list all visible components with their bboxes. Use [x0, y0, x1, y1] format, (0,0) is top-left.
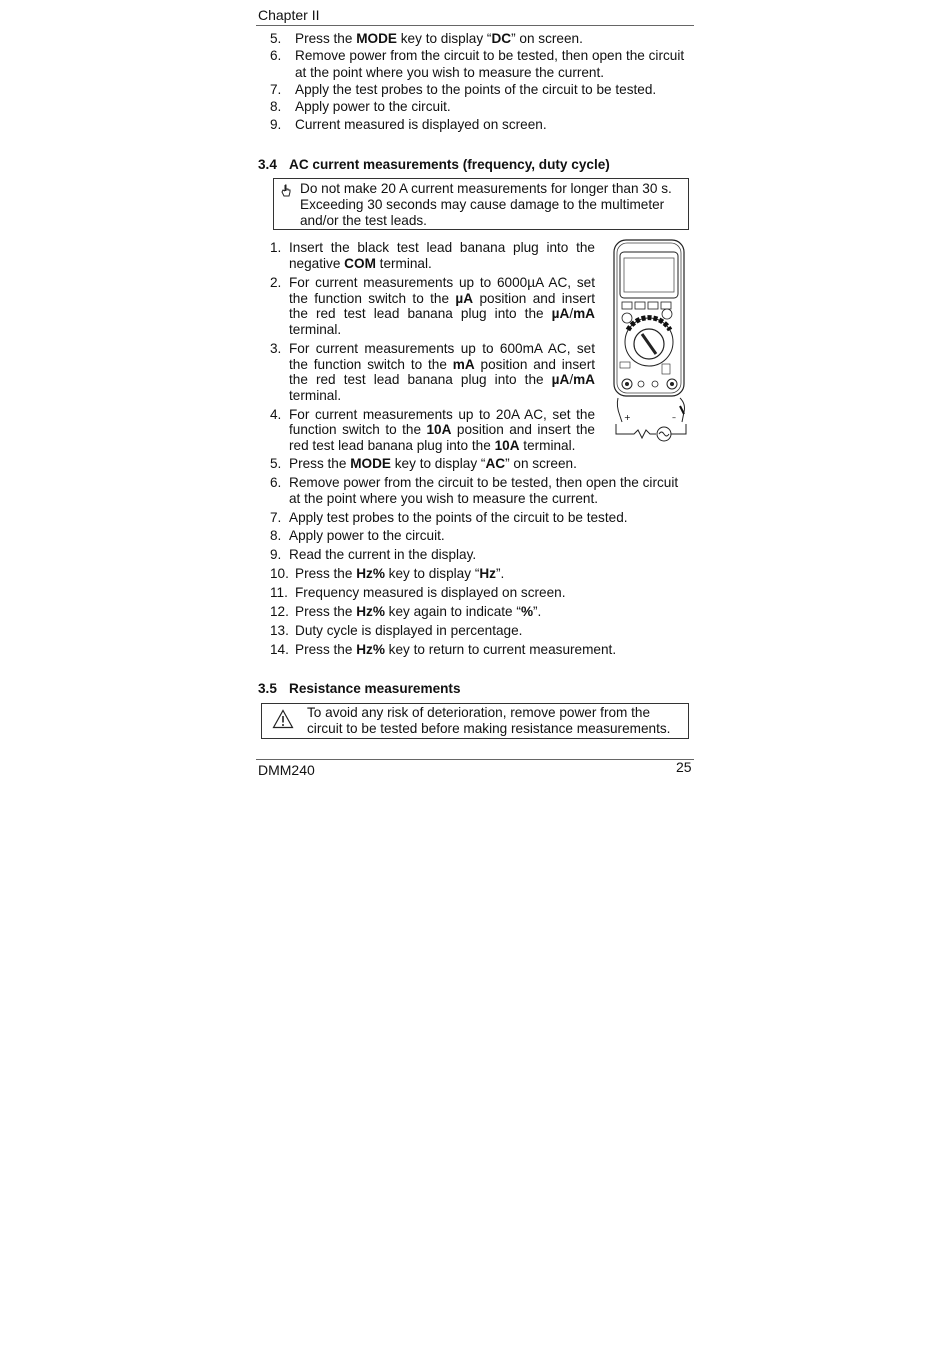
bold-term: mA — [573, 306, 595, 321]
step-number: 13. — [270, 623, 289, 638]
step-number: 8. — [270, 99, 282, 115]
step-text — [289, 547, 476, 563]
text-run: key to display “ — [384, 566, 480, 581]
text-run: Frequency measured is displayed on screen. — [295, 585, 566, 600]
step-text — [295, 31, 583, 47]
step-text — [295, 99, 451, 115]
step-number: 7. — [270, 82, 282, 98]
step-text — [289, 275, 595, 291]
footer-model: DMM240 — [258, 762, 315, 778]
bold-term: mA — [573, 372, 595, 387]
bold-term: Hz — [479, 566, 496, 581]
bold-term: MODE — [356, 31, 397, 46]
step-text — [289, 291, 595, 307]
step-text — [289, 372, 595, 388]
text-run: Press the — [295, 31, 357, 46]
bold-term: µA — [455, 291, 474, 306]
text-run: Apply power to the circuit. — [295, 99, 451, 115]
text-run: the function switch to the — [289, 357, 453, 372]
step-number: 1. — [270, 240, 282, 255]
text-run: ” on screen. — [505, 456, 577, 471]
step-text — [295, 585, 566, 601]
bold-term: µA — [551, 372, 570, 387]
step-text — [289, 491, 598, 507]
text-run: key to display “ — [390, 456, 486, 471]
section-3-4-number: 3.4 — [258, 157, 277, 172]
text-run: Press the — [295, 566, 357, 581]
bold-term: 10A — [494, 438, 520, 453]
text-run: position and insert — [473, 291, 595, 306]
text-run: ”. — [533, 604, 542, 619]
svg-text:–: – — [672, 413, 676, 422]
step-text — [289, 438, 575, 454]
step-text — [289, 240, 595, 256]
text-run: the function switch to the — [289, 291, 456, 306]
step-text — [295, 82, 656, 98]
step-text — [295, 65, 604, 81]
step-text — [295, 642, 616, 658]
bold-term: AC — [485, 456, 506, 471]
step-text — [295, 117, 547, 133]
step-number: 14. — [270, 642, 289, 657]
text-run: / — [569, 372, 574, 387]
text-run: terminal. — [289, 388, 342, 403]
bold-term: Hz% — [356, 566, 385, 581]
header-rule — [256, 25, 694, 26]
step-text — [289, 528, 445, 544]
step-number: 5. — [270, 31, 282, 46]
multimeter-illustration — [612, 238, 692, 444]
text-run: terminal. — [519, 438, 576, 453]
text-run: Remove power from the circuit to be tested, then open the circuit — [289, 475, 679, 490]
bold-term: µA — [551, 306, 570, 321]
text-run: key again to indicate “ — [384, 604, 521, 619]
note-line: Do not make 20 A current measurements for longer than 30 s. — [300, 181, 672, 196]
text-run: the red test lead banana plug into the — [289, 372, 552, 387]
step-number: 6. — [270, 48, 282, 64]
step-number: 11. — [270, 585, 288, 600]
step-text — [289, 422, 595, 438]
page-number: 25 — [676, 759, 692, 775]
text-run: key to display “ — [396, 31, 492, 46]
note-line: and/or the test leads. — [300, 213, 427, 228]
footer-rule — [256, 759, 694, 760]
text-run: at the point where you wish to measure the current. — [289, 491, 599, 506]
bold-term: 10A — [426, 422, 452, 437]
text-run: red test lead banana plug into the — [289, 438, 495, 453]
bold-term: Hz% — [356, 604, 385, 619]
text-run: ”. — [495, 566, 505, 581]
step-number: 12. — [270, 604, 289, 619]
text-run: Press the — [289, 456, 351, 471]
section-3-5-title: Resistance measurements — [289, 681, 461, 696]
bold-term: MODE — [350, 456, 391, 471]
note-line: Exceeding 30 seconds may cause damage to the multimeter — [300, 197, 665, 212]
step-text — [289, 456, 577, 472]
chapter-label: Chapter II — [258, 7, 320, 23]
svg-text:+: + — [624, 413, 631, 422]
text-run: Apply power to the circuit. — [289, 528, 445, 543]
hand-pointing-icon — [280, 184, 292, 198]
text-run: Insert the black test lead banana plug into the — [289, 240, 595, 255]
step-number: 9. — [270, 547, 282, 562]
text-run: the red test lead banana plug into the — [289, 306, 552, 321]
text-run: Read the current in the display. — [289, 547, 477, 562]
text-run: key to return to current measurement. — [384, 642, 617, 657]
text-run: function switch to the — [289, 422, 427, 437]
text-run: terminal. — [289, 322, 342, 337]
bold-term: DC — [491, 31, 512, 46]
warning-line: To avoid any risk of deterioration, remove power from the — [307, 705, 651, 720]
step-text — [289, 322, 341, 338]
step-number: 4. — [270, 407, 282, 422]
step-text — [289, 475, 678, 491]
bold-term: mA — [452, 357, 475, 372]
step-text — [295, 48, 684, 64]
text-run: Remove power from the circuit to be tested, then open the circuit — [295, 48, 685, 64]
text-run: Duty cycle is displayed in percentage. — [295, 623, 523, 638]
step-number: 7. — [270, 510, 282, 525]
warning-triangle-icon — [272, 709, 294, 729]
text-run: Apply the test probes to the points of the circuit to be tested. — [295, 82, 657, 98]
text-run: at the point where you wish to measure the current. — [295, 65, 605, 81]
step-text — [295, 566, 504, 582]
text-run: Press the — [295, 604, 357, 619]
section-3-4-title: AC current measurements (frequency, duty cycle) — [289, 157, 610, 172]
text-run: terminal. — [375, 256, 432, 271]
step-text — [289, 388, 341, 404]
text-run: For current measurements up to 600mA AC, set — [289, 341, 595, 356]
step-text — [289, 357, 595, 373]
warning-line: circuit to be tested before making resistance measurements. — [307, 721, 671, 736]
section-3-5-number: 3.5 — [258, 681, 277, 696]
bold-term: COM — [344, 256, 376, 271]
text-run: For current measurements up to 20A AC, set the — [289, 407, 595, 422]
step-text — [289, 256, 432, 272]
text-run: Current measured is displayed on screen. — [295, 116, 547, 132]
step-number: 8. — [270, 528, 282, 543]
step-number: 2. — [270, 275, 282, 290]
step-number: 5. — [270, 456, 282, 471]
step-text — [289, 306, 595, 322]
text-run: position and insert — [474, 357, 595, 372]
step-text — [289, 510, 628, 526]
step-text — [289, 341, 595, 357]
step-number: 9. — [270, 116, 282, 132]
warning-box — [261, 703, 689, 739]
text-run: negative — [289, 256, 345, 271]
step-text — [289, 407, 595, 423]
bold-term: Hz% — [356, 642, 385, 657]
note-box — [273, 178, 689, 230]
text-run: Press the — [295, 642, 357, 657]
text-run: For current measurements up to 6000µA AC, set — [289, 275, 595, 290]
text-run: position and insert the — [451, 422, 595, 437]
step-text — [295, 623, 522, 639]
bold-term: % — [520, 604, 534, 619]
text-run: ” on screen. — [511, 31, 583, 46]
step-number: 10. — [270, 566, 289, 581]
text-run: Apply test probes to the points of the circuit to be tested. — [289, 510, 628, 525]
text-run: / — [569, 306, 574, 321]
step-number: 6. — [270, 475, 282, 490]
step-text — [295, 604, 541, 620]
step-number: 3. — [270, 341, 282, 356]
